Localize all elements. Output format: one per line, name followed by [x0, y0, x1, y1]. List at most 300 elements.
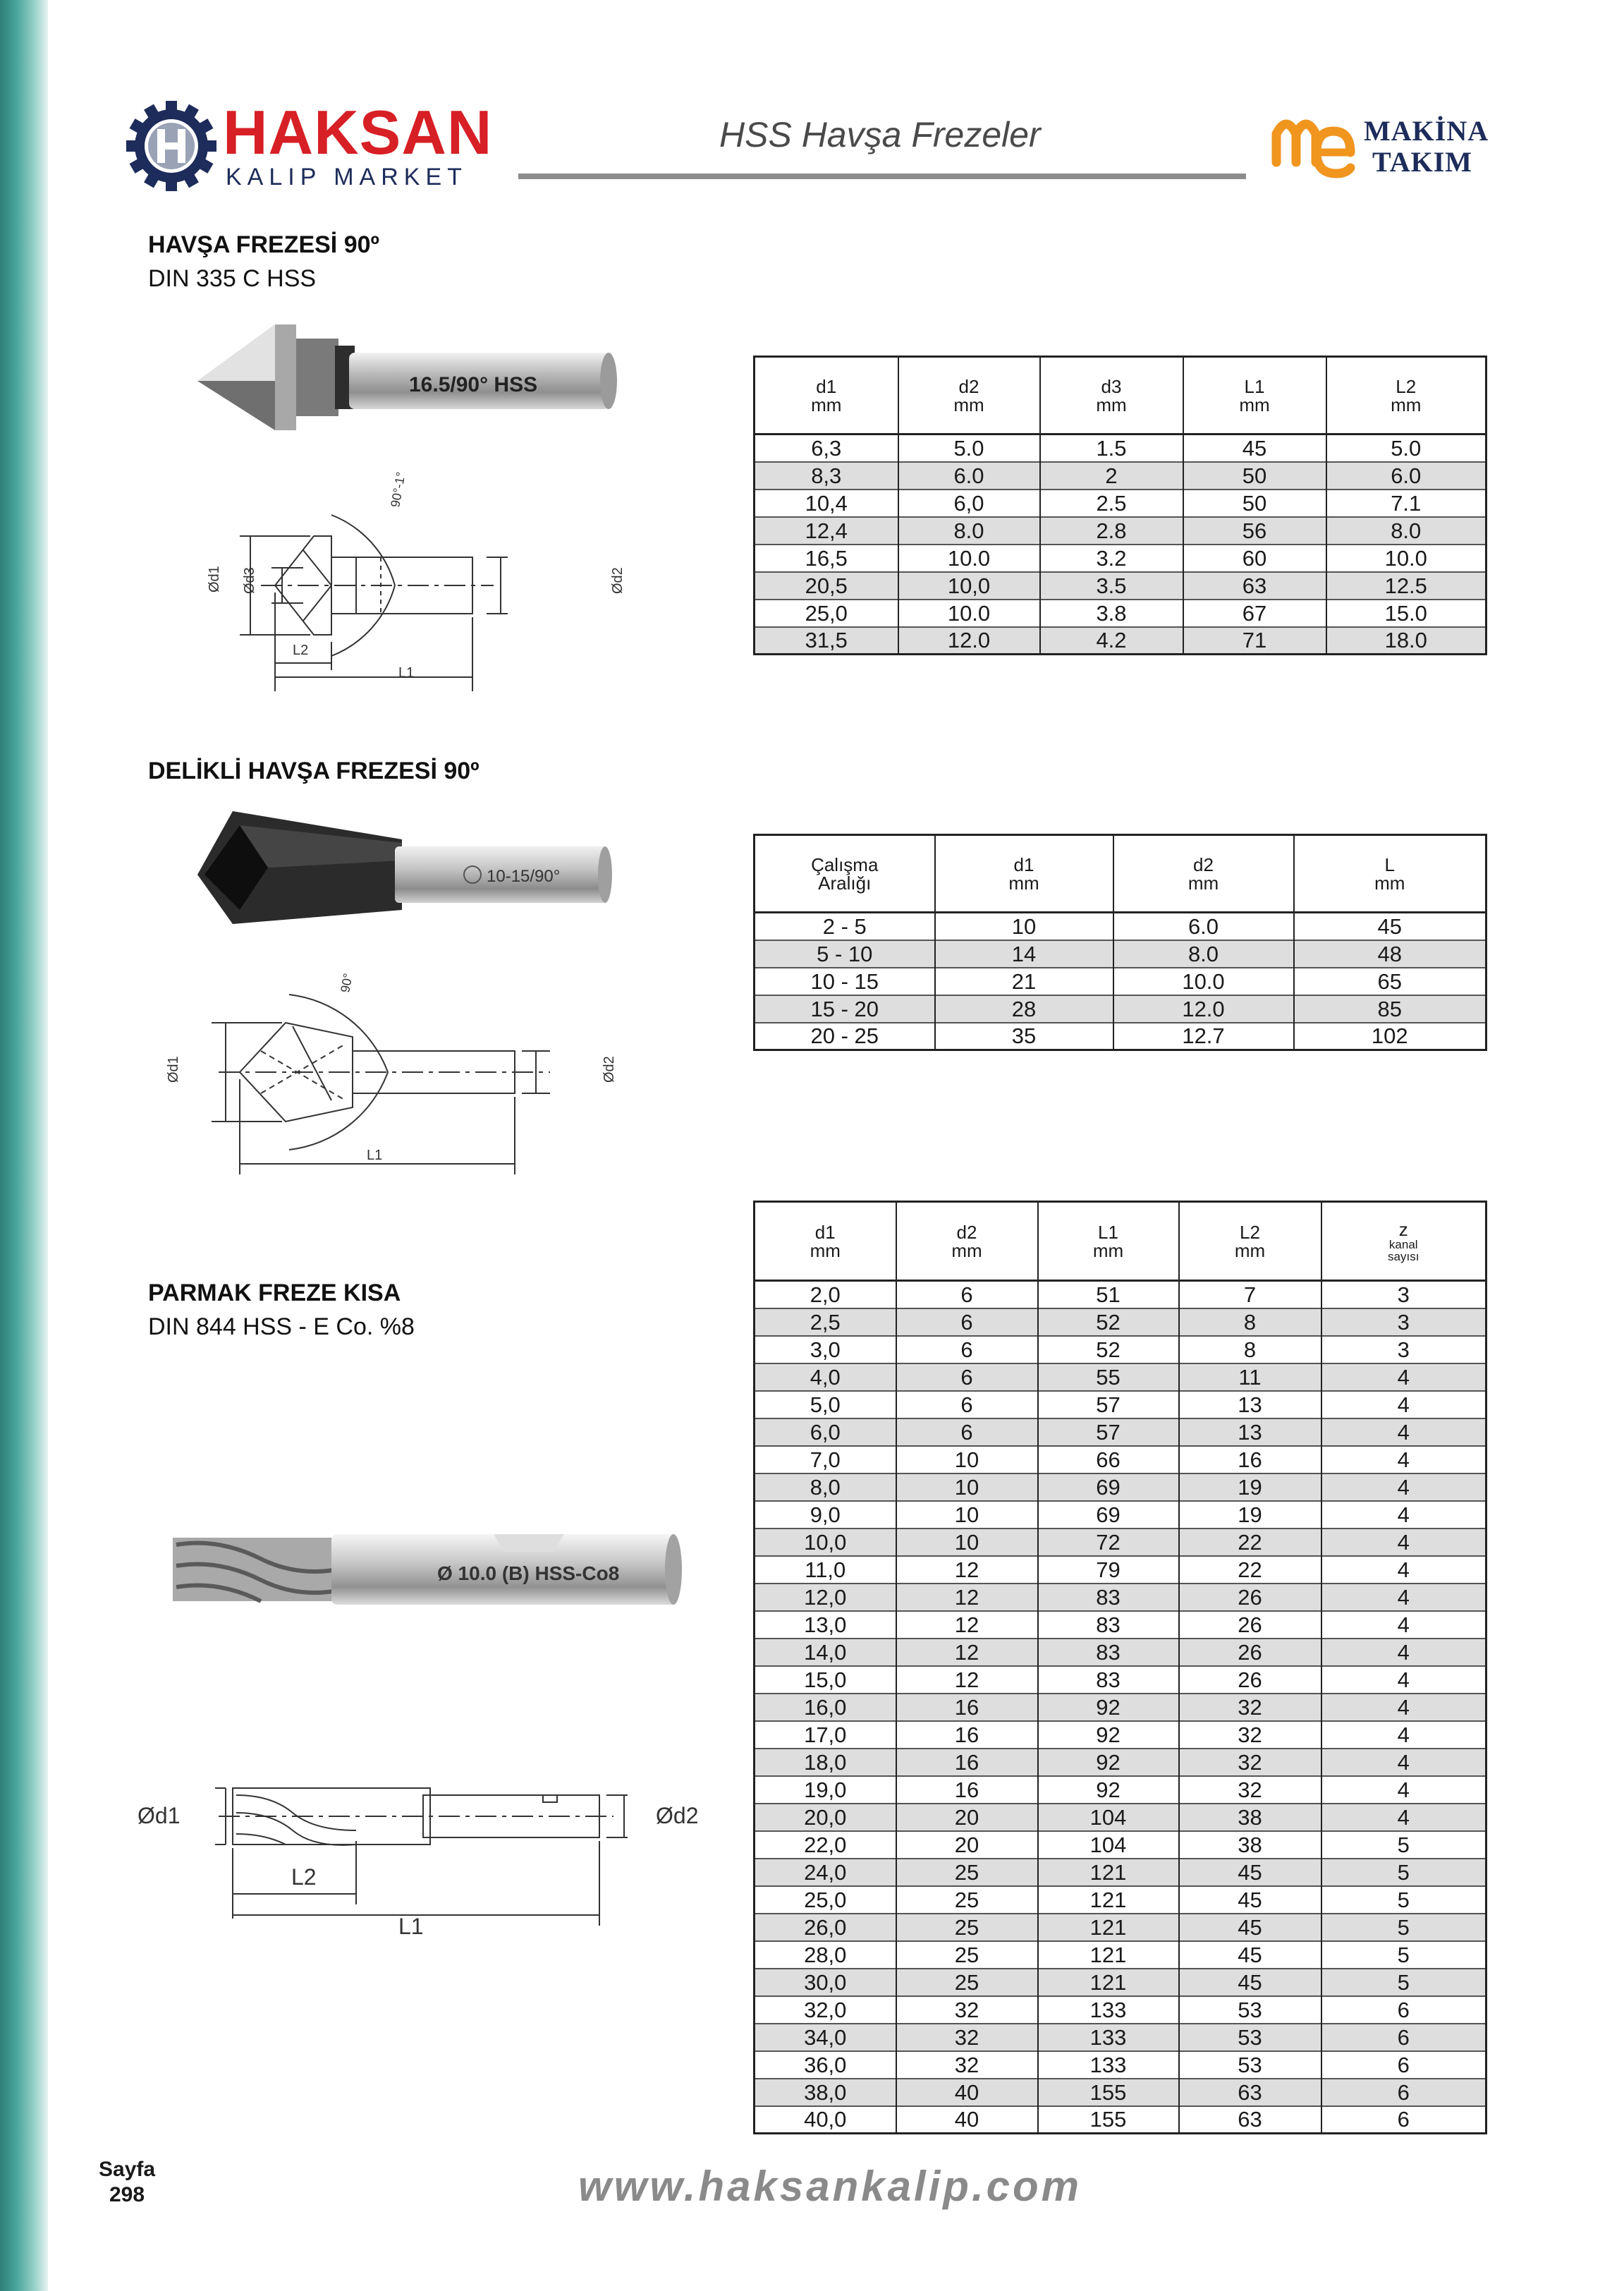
- table-row: [755, 1804, 1486, 1831]
- table-cell: 6: [896, 1281, 1038, 1308]
- table-cell: 30,0: [755, 1969, 896, 1996]
- table-row: [755, 1831, 1486, 1859]
- col-header: d1 mm: [755, 1202, 896, 1281]
- table-cell: 2,5: [755, 1308, 896, 1336]
- hole-countersink-table: [753, 834, 1487, 1051]
- hole-countersink-photo: [190, 804, 628, 931]
- table-cell: 16: [896, 1749, 1038, 1776]
- table-cell: 121: [1038, 1941, 1179, 1969]
- table-cell: 3.2: [1040, 545, 1183, 572]
- table-row: [755, 2024, 1486, 2051]
- page-number-block: [99, 2157, 155, 2208]
- table-cell: 10: [896, 1529, 1038, 1556]
- table-cell: 4,0: [755, 1363, 896, 1391]
- table-cell: 60: [1183, 545, 1326, 572]
- table-cell: 72: [1038, 1529, 1179, 1556]
- table-cell: 5: [1321, 1969, 1486, 1996]
- table-cell: 10,4: [755, 490, 898, 517]
- table-cell: 12: [896, 1584, 1038, 1611]
- table-cell: 25: [896, 1941, 1038, 1969]
- table-row: [755, 1308, 1486, 1336]
- end-mill-photo: [169, 1524, 684, 1615]
- table-cell: 20,5: [755, 572, 898, 600]
- table-cell: 16: [1179, 1446, 1321, 1473]
- table-cell: 10.0: [1113, 968, 1294, 995]
- table-row: [755, 1473, 1486, 1501]
- table-cell: 4: [1321, 1694, 1486, 1721]
- table-cell: 4: [1321, 1556, 1486, 1584]
- table-cell: 24,0: [755, 1859, 896, 1886]
- table-cell: 133: [1038, 2051, 1179, 2079]
- table-cell: 40: [896, 2079, 1038, 2106]
- table-cell: 5: [1321, 1859, 1486, 1886]
- col-header: d2 mm: [896, 1202, 1038, 1281]
- table-cell: 3.8: [1040, 600, 1183, 627]
- dim-d2: Ød2: [610, 567, 625, 594]
- dim-angle: 90°: [338, 972, 355, 994]
- table-cell: 3: [1321, 1308, 1486, 1336]
- table-cell: 18,0: [755, 1749, 896, 1776]
- table-cell: 15,0: [755, 1666, 896, 1694]
- table-cell: 69: [1038, 1473, 1179, 1501]
- table-cell: 6: [896, 1308, 1038, 1336]
- table-cell: 12.5: [1326, 572, 1486, 600]
- table-cell: 32: [896, 2051, 1038, 2079]
- table-cell: 2 - 5: [822, 913, 867, 939]
- page-number: 298: [109, 2183, 145, 2206]
- table-cell: 5,0: [755, 1391, 896, 1418]
- table-cell: 25,0: [755, 600, 898, 627]
- table-cell: 55: [1038, 1363, 1179, 1391]
- tool-marking-3: Ø 10.0 (B) HSS-Co8: [437, 1562, 620, 1584]
- table-cell: 13: [1179, 1418, 1321, 1446]
- section3-title: PARMAK FREZE KISA: [148, 1280, 401, 1306]
- table-cell: 38: [1179, 1831, 1321, 1859]
- table-row: [755, 2079, 1486, 2106]
- table-cell: 22: [1179, 1529, 1321, 1556]
- table-cell: 16: [896, 1721, 1038, 1749]
- table-cell: 2.8: [1040, 517, 1183, 545]
- table-row: [755, 2106, 1486, 2134]
- table-cell: 155: [1038, 2106, 1179, 2134]
- table-cell: 20 - 25: [755, 1023, 935, 1050]
- table-cell: 4: [1321, 1749, 1486, 1776]
- table-cell: 4: [1321, 1501, 1486, 1529]
- table-row: [755, 490, 1486, 517]
- table-cell: 83: [1038, 1666, 1179, 1694]
- table-row: [755, 940, 1486, 968]
- table-cell: 45: [1179, 1941, 1321, 1969]
- col-header: d2 mm: [898, 357, 1040, 435]
- table-cell: 26,0: [755, 1914, 896, 1941]
- tool-marking-1: 16.5/90° HSS: [409, 373, 538, 396]
- table-cell: 50: [1183, 490, 1326, 517]
- table-cell: 67: [1183, 600, 1326, 627]
- end-mill-drawing: [120, 1778, 712, 1947]
- table-cell: 102: [1294, 1023, 1486, 1050]
- dim-l1: L1: [398, 665, 415, 681]
- table-row: [755, 1281, 1486, 1308]
- table-cell: 15.0: [1326, 600, 1486, 627]
- table-row: [755, 435, 1486, 462]
- col-header: d3 mm: [1040, 357, 1183, 435]
- table-cell: 26: [1179, 1611, 1321, 1639]
- table-cell: 4: [1321, 1363, 1486, 1391]
- table-cell: 35: [935, 1023, 1113, 1050]
- table-cell: 22,0: [755, 1831, 896, 1859]
- table-cell: 9,0: [755, 1501, 896, 1529]
- table-cell: 22: [1179, 1556, 1321, 1584]
- table-cell: 10.0: [1326, 545, 1486, 572]
- table-row: [755, 1529, 1486, 1556]
- table-cell: 12: [896, 1639, 1038, 1666]
- table-row: [755, 968, 1486, 995]
- table-cell: 121: [1038, 1914, 1179, 1941]
- table-cell: 31,5: [755, 627, 898, 655]
- table-row: [755, 913, 1486, 940]
- table-cell: 10,0: [898, 572, 1040, 600]
- table-cell: 155: [1038, 2079, 1179, 2106]
- side-color-strip: [0, 0, 48, 2291]
- table-cell: 4: [1321, 1721, 1486, 1749]
- table-cell: 18.0: [1326, 627, 1486, 655]
- table-cell: 32: [1179, 1749, 1321, 1776]
- table-cell: 6: [1321, 1996, 1486, 2024]
- table-cell: 121: [1038, 1886, 1179, 1914]
- table-cell: 45: [1179, 1886, 1321, 1914]
- table-cell: 8.0: [898, 517, 1040, 545]
- table-cell: 20: [896, 1804, 1038, 1831]
- col-header: Çalışma Aralığı: [755, 835, 935, 913]
- table-cell: 19,0: [755, 1776, 896, 1804]
- table-cell: 6,0: [898, 490, 1040, 517]
- table-cell: 32: [1179, 1776, 1321, 1804]
- table-cell: 2,0: [810, 1282, 841, 1307]
- table-cell: 92: [1038, 1694, 1179, 1721]
- table-cell: 4: [1321, 1418, 1486, 1446]
- table-cell: 12,0: [755, 1584, 896, 1611]
- table-row: [755, 1996, 1486, 2024]
- dim-d1: Ød1: [207, 566, 222, 592]
- table-cell: 56: [1183, 517, 1326, 545]
- table-cell: 32: [896, 1996, 1038, 2024]
- table-cell: 66: [1038, 1446, 1179, 1473]
- col-header: L1 mm: [1183, 357, 1326, 435]
- table-cell: 51: [1038, 1281, 1179, 1308]
- hole-countersink-drawing: [155, 966, 635, 1178]
- table-cell: 10.0: [898, 545, 1040, 572]
- table-cell: 32,0: [755, 1996, 896, 2024]
- table-cell: 10.0: [898, 600, 1040, 627]
- table-cell: 28: [935, 995, 1113, 1023]
- table-cell: 104: [1038, 1831, 1179, 1859]
- table-cell: 83: [1038, 1584, 1179, 1611]
- dim-l2: L2: [293, 643, 309, 658]
- table-cell: 28,0: [755, 1941, 896, 1969]
- table-cell: 48: [1294, 940, 1486, 968]
- table-cell: 83: [1038, 1611, 1179, 1639]
- table-cell: 63: [1179, 2106, 1321, 2134]
- table-cell: 6.0: [898, 462, 1040, 490]
- table-cell: 25: [896, 1914, 1038, 1941]
- table-cell: 25: [896, 1859, 1038, 1886]
- table-cell: 32: [1179, 1694, 1321, 1721]
- table-cell: 12.7: [1113, 1023, 1294, 1050]
- table-row: [755, 572, 1486, 600]
- table-row: [755, 517, 1486, 545]
- table-row: [755, 1941, 1486, 1969]
- end-mill-table: [753, 1201, 1487, 2134]
- table-cell: 45: [1179, 1859, 1321, 1886]
- table-cell: 10,0: [755, 1529, 896, 1556]
- dim-angle: 90°-1°: [388, 470, 408, 509]
- countersink-90-photo: [190, 310, 628, 437]
- table-cell: 3,0: [755, 1336, 896, 1363]
- table-row: [755, 1556, 1486, 1584]
- table-cell: 85: [1294, 995, 1486, 1023]
- table-row: [755, 1914, 1486, 1941]
- table-cell: 11,0: [755, 1556, 896, 1584]
- table-cell: 4: [1321, 1529, 1486, 1556]
- table-cell: 6: [896, 1391, 1038, 1418]
- table-cell: 4: [1321, 1804, 1486, 1831]
- dim-l1: L1: [398, 1914, 424, 1939]
- table-cell: 6: [1321, 2079, 1486, 2106]
- table-cell: 7: [1179, 1281, 1321, 1308]
- dim-l1: L1: [367, 1148, 383, 1163]
- haksan-logo: [126, 97, 506, 192]
- table-cell: 25,0: [755, 1886, 896, 1914]
- table-cell: 2: [1040, 462, 1183, 490]
- table-cell: 20,0: [755, 1804, 896, 1831]
- table-cell: 8.0: [1326, 517, 1486, 545]
- table-cell: 2.5: [1040, 490, 1183, 517]
- table-cell: 14,0: [755, 1639, 896, 1666]
- col-header: L2 mm: [1179, 1202, 1321, 1281]
- table-cell: 63: [1179, 2079, 1321, 2106]
- table-cell: 12: [896, 1666, 1038, 1694]
- table-row: [755, 600, 1486, 627]
- table-cell: 5 - 10: [755, 940, 935, 968]
- dim-d2: Ød2: [602, 1056, 617, 1083]
- table-cell: 10: [896, 1501, 1038, 1529]
- table-cell: 8: [1179, 1308, 1321, 1336]
- table-cell: 45: [1294, 913, 1486, 940]
- table-cell: 92: [1038, 1776, 1179, 1804]
- table-cell: 7,0: [755, 1446, 896, 1473]
- table-row: [755, 1886, 1486, 1914]
- makina-takim-logo: [1269, 106, 1509, 190]
- table-cell: 50: [1183, 462, 1326, 490]
- table-cell: 3: [1321, 1336, 1486, 1363]
- table-cell: 4: [1321, 1446, 1486, 1473]
- table-cell: 16,0: [755, 1694, 896, 1721]
- table-row: [755, 1639, 1486, 1666]
- header-divider: [518, 174, 1246, 179]
- table-cell: 5: [1321, 1914, 1486, 1941]
- table-row: [755, 1859, 1486, 1886]
- mt-logo-icon: [1269, 106, 1361, 183]
- countersink-90-table: [753, 356, 1487, 655]
- brand-subtitle: KALIP MARKET: [226, 164, 468, 190]
- table-cell: 5.0: [898, 435, 1040, 462]
- table-cell: 83: [1038, 1639, 1179, 1666]
- table-cell: 19: [1179, 1501, 1321, 1529]
- table-row: [755, 545, 1486, 572]
- table-cell: 20: [896, 1831, 1038, 1859]
- table-cell: 6.0: [1326, 462, 1486, 490]
- table-cell: 53: [1179, 2051, 1321, 2079]
- col-header: z kanal sayısı: [1321, 1202, 1486, 1281]
- table-cell: 5: [1321, 1886, 1486, 1914]
- table-cell: 92: [1038, 1749, 1179, 1776]
- table-row: [755, 1391, 1486, 1418]
- table-cell: 36,0: [755, 2051, 896, 2079]
- table-cell: 6: [1321, 2106, 1486, 2134]
- table-row: [755, 1363, 1486, 1391]
- table-cell: 10: [896, 1446, 1038, 1473]
- table-row: [755, 1446, 1486, 1473]
- dim-d3: Ød3: [242, 567, 257, 594]
- table-cell: 8,0: [755, 1473, 896, 1501]
- table-cell: 13,0: [755, 1611, 896, 1639]
- table-cell: 6: [896, 1363, 1038, 1391]
- col-header: L mm: [1294, 835, 1486, 913]
- page-label: Sayfa: [99, 2158, 156, 2181]
- table-cell: 8,3: [755, 462, 898, 490]
- table-cell: 17,0: [755, 1721, 896, 1749]
- dim-l2: L2: [291, 1864, 317, 1890]
- table-cell: 40,0: [755, 2106, 896, 2134]
- table-cell: 12.0: [1113, 995, 1294, 1023]
- table-cell: 4.2: [1040, 627, 1183, 655]
- gear-logo-icon: [126, 100, 217, 192]
- table-cell: 79: [1038, 1556, 1179, 1584]
- section1-subtitle: DIN 335 C HSS: [148, 265, 317, 292]
- table-row: [755, 2051, 1486, 2079]
- table-cell: 16,5: [755, 545, 898, 572]
- table-cell: 10 - 15: [755, 968, 935, 995]
- table-row: [755, 627, 1486, 655]
- right-brand-line2: TAKIM: [1372, 146, 1473, 178]
- table-row: [755, 1694, 1486, 1721]
- table-cell: 12: [896, 1611, 1038, 1639]
- table-cell: 25: [896, 1969, 1038, 1996]
- table-row: [755, 1611, 1486, 1639]
- page-title: HSS Havşa Frezeler: [719, 115, 1041, 154]
- table-cell: 19: [1179, 1473, 1321, 1501]
- table-cell: 6,3: [811, 435, 842, 461]
- table-cell: 38,0: [755, 2079, 896, 2106]
- table-cell: 53: [1179, 2024, 1321, 2051]
- table-row: [755, 462, 1486, 490]
- table-cell: 14: [935, 940, 1113, 968]
- dim-d1: Ød1: [138, 1803, 181, 1828]
- table-cell: 10: [896, 1473, 1038, 1501]
- table-cell: 63: [1183, 572, 1326, 600]
- table-row: [755, 995, 1486, 1023]
- section1-title: HAVŞA FREZESİ 90º: [148, 231, 379, 258]
- countersink-90-drawing: [190, 466, 642, 698]
- table-cell: 4: [1321, 1776, 1486, 1804]
- website-url: www.haksankalip.com: [578, 2163, 1082, 2210]
- table-cell: 6: [1321, 2024, 1486, 2051]
- table-cell: 5: [1321, 1831, 1486, 1859]
- table-cell: 34,0: [755, 2024, 896, 2051]
- table-cell: 26: [1179, 1584, 1321, 1611]
- table-cell: 71: [1183, 627, 1326, 655]
- table-row: [755, 1336, 1486, 1363]
- table-cell: 21: [935, 968, 1113, 995]
- table-cell: 3: [1321, 1281, 1486, 1308]
- table-cell: 10: [935, 913, 1113, 940]
- table-cell: 45: [1179, 1914, 1321, 1941]
- col-header: d2 mm: [1113, 835, 1294, 913]
- table-cell: 121: [1038, 1969, 1179, 1996]
- table-row: [755, 1501, 1486, 1529]
- table-cell: 13: [1179, 1391, 1321, 1418]
- table-cell: 32: [896, 2024, 1038, 2051]
- table-cell: 92: [1038, 1721, 1179, 1749]
- table-cell: 57: [1038, 1391, 1179, 1418]
- table-cell: 57: [1038, 1418, 1179, 1446]
- col-header: d1 mm: [935, 835, 1113, 913]
- table-row: [755, 1721, 1486, 1749]
- table-cell: 45: [1179, 1969, 1321, 1996]
- table-cell: 16: [896, 1694, 1038, 1721]
- table-cell: 25: [896, 1886, 1038, 1914]
- table-cell: 11: [1179, 1363, 1321, 1391]
- table-cell: 6.0: [1113, 913, 1294, 940]
- dim-d1: Ød1: [166, 1056, 181, 1083]
- table-cell: 1.5: [1040, 435, 1183, 462]
- table-cell: 26: [1179, 1666, 1321, 1694]
- table-cell: 3.5: [1040, 572, 1183, 600]
- table-cell: 12: [896, 1556, 1038, 1584]
- table-cell: 15 - 20: [755, 995, 935, 1023]
- table-cell: 69: [1038, 1501, 1179, 1529]
- table-cell: 65: [1294, 968, 1486, 995]
- table-cell: 8.0: [1113, 940, 1294, 968]
- table-cell: 12,4: [755, 517, 898, 545]
- table-cell: 45: [1183, 435, 1326, 462]
- table-cell: 4: [1321, 1473, 1486, 1501]
- section3-subtitle: DIN 844 HSS - E Co. %8: [148, 1313, 415, 1340]
- col-header: L2 mm: [1326, 357, 1486, 435]
- table-cell: 121: [1038, 1859, 1179, 1886]
- table-cell: 7.1: [1326, 490, 1486, 517]
- table-cell: 8: [1179, 1336, 1321, 1363]
- table-cell: 40: [896, 2106, 1038, 2134]
- col-header: L1 mm: [1038, 1202, 1179, 1281]
- table-cell: 26: [1179, 1639, 1321, 1666]
- table-row: [755, 1749, 1486, 1776]
- table-row: [755, 1584, 1486, 1611]
- table-cell: 4: [1321, 1391, 1486, 1418]
- table-cell: 5: [1321, 1941, 1486, 1969]
- table-cell: 4: [1321, 1666, 1486, 1694]
- brand-name: HAKSAN: [223, 97, 493, 167]
- table-row: [755, 1418, 1486, 1446]
- table-row: [755, 1969, 1486, 1996]
- table-cell: 104: [1038, 1804, 1179, 1831]
- col-header: d1 mm: [755, 357, 898, 435]
- table-row: [755, 1666, 1486, 1694]
- table-cell: 6: [896, 1336, 1038, 1363]
- table-cell: 4: [1321, 1639, 1486, 1666]
- table-row: [755, 1023, 1486, 1050]
- table-cell: 133: [1038, 2024, 1179, 2051]
